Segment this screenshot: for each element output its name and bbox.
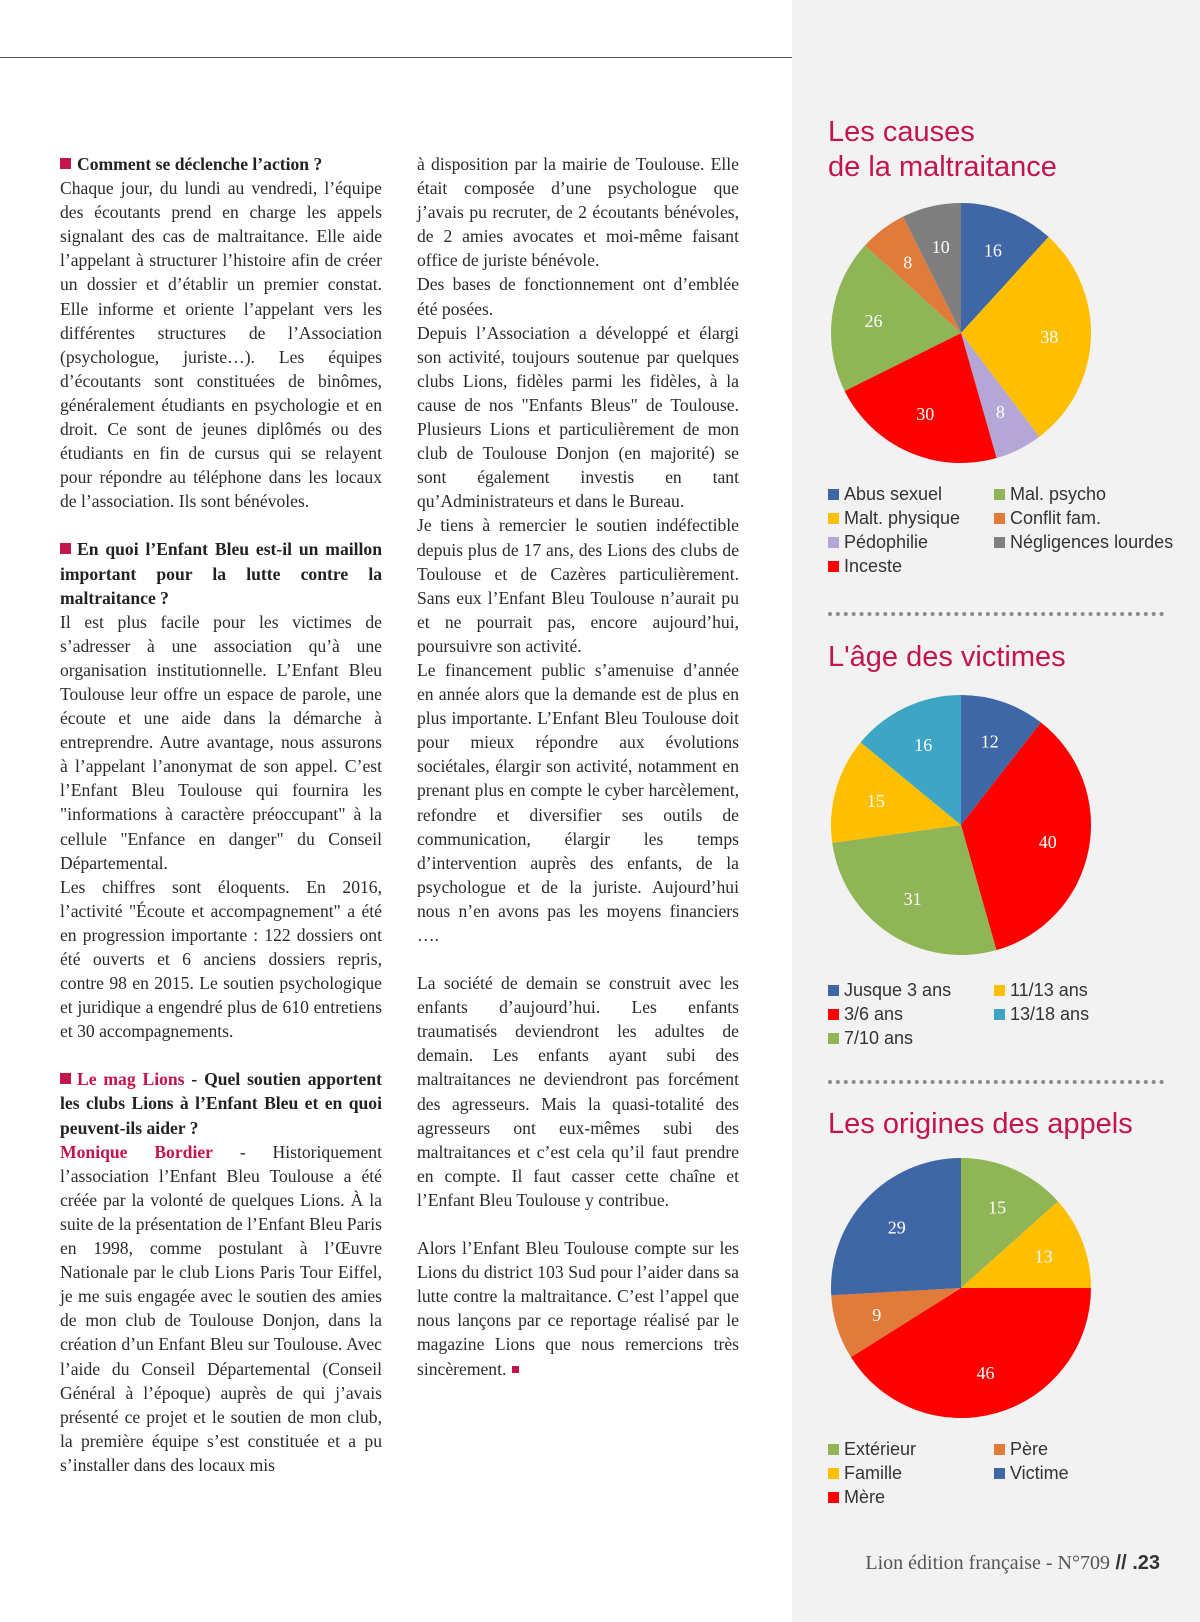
pie-chart-age (828, 692, 1094, 958)
legend-label: 3/6 ans (844, 1004, 904, 1024)
dotted-divider (828, 612, 1164, 616)
legend-item-7-10-ans (828, 1026, 913, 1050)
bullet-square-icon (60, 158, 71, 169)
legend-item-pedophilie (828, 530, 928, 554)
legend-swatch (828, 1009, 839, 1020)
legend-label: Mère (844, 1487, 886, 1507)
data-label-victime: 29 (887, 1217, 906, 1238)
data-label-pedophilie: 8 (995, 402, 1005, 423)
data-label-13-18-ans: 16 (914, 735, 933, 756)
legend-item-abus-sexuel (828, 482, 942, 506)
dotted-divider (828, 1080, 1164, 1084)
legend-label: Victime (1010, 1463, 1069, 1483)
paragraph: Des bases de fonctionnement ont d’emblée été posées. (417, 274, 739, 319)
legend-label: Abus sexuel (844, 484, 943, 504)
legend-item-negligences-lourdes (994, 530, 1173, 554)
bullet-square-icon (60, 1073, 71, 1084)
data-label-3-6-ans: 40 (1038, 831, 1057, 852)
data-label-mal-psycho: 26 (864, 310, 883, 331)
legend-item-mal-psycho (994, 482, 1106, 506)
legend-swatch (994, 489, 1005, 500)
legend-swatch (994, 1444, 1005, 1455)
legend-label: Négligences lourdes (1010, 532, 1174, 552)
legend-swatch (994, 1468, 1005, 1479)
legend-item-mere (828, 1485, 885, 1509)
chart-title-causes: Les causes de la maltraitance (828, 116, 1057, 183)
legend-label: Inceste (844, 556, 903, 576)
question-1: Comment se déclenche l’action ? (60, 152, 382, 176)
legend-swatch (828, 561, 839, 572)
header-rule (0, 57, 792, 58)
pie-chart-origins (828, 1155, 1094, 1421)
legend-swatch (994, 537, 1005, 548)
legend-label: Famille (844, 1463, 903, 1483)
paragraph: La société de demain se construit avec les enfants d’aujourd’hui. Les enfants traumatisés deviendront les adultes de demain. Les enfants ayant subi des maltraitances ne deviendront pas forcément des agresseurs. Mais la quasi-totalité des agresseurs ont eux-mêmes subi des maltraitances et c’est cela qu’il faut prendre en compte. Il faut casser cette chaîne et l’Enfant Bleu Toulouse y contribue. (417, 973, 739, 1210)
data-label-inceste: 30 (916, 403, 935, 424)
paragraph: Le financement public s’amenuise d’année en année alors que la demande est de plus en plus importante. L’Enfant Bleu Toulouse doit pour mieux répondre aux évolutions sociétales, élargir son activité, notamment en prenant plus en compte le cyber harcèlement, refondre et diversifier ses outils de communication, élargir les temps d’intervention auprès des enfants, de la psychologue et de la juriste. Aujourd’hui nous n’en avons pas les moyens financiers …. (417, 659, 739, 945)
data-label-11-13-ans: 15 (866, 790, 885, 811)
paragraph: Monique Bordier - Historiquement l’association l’Enfant Bleu Toulouse a été créée par la volonté de quelques Lions. À la suite de la présentation de l’Enfant Bleu Paris en 1998, comme postulant à l’Œuvre Nationale par le club Lions Paris Tour Eiffel, je me suis engagée avec le soutien des amies de mon club de Toulouse Donjon, dans la création d’un Enfant Bleu sur Toulouse. Avec l’aide du Conseil Départemental (Conseil Général à l’époque) auprès de qui j’avais présenté ce projet et le soutien de mon club, la première équipe s’est constituée et a pu s’installer dans des locaux mis (60, 1141, 382, 1475)
legend-label: 13/18 ans (1010, 1004, 1090, 1024)
legend-swatch (828, 1444, 839, 1455)
legend-item-13-18-ans (994, 1002, 1089, 1026)
legend-label: Pédophilie (844, 532, 929, 552)
paragraph: à disposition par la mairie de Toulouse. Elle était composée d’une psychologue que j’avais pu recruter, de 2 écoutants bénévoles, de 2 amies avocates et moi-même faisant office de juriste bénévole. (417, 154, 739, 271)
data-label-mere: 46 (976, 1362, 995, 1383)
data-label-jusque-3-ans: 12 (980, 731, 999, 752)
legend-swatch (994, 513, 1005, 524)
paragraph: Chaque jour, du lundi au vendredi, l’équipe des écoutants prend en charge les appels signalant des cas de maltraitance. Elle aide l’appelant à structurer l’histoire afin de créer un dossier et d’établir un premier constat. Elle informe et oriente l’appelant vers les différentes structures de l’Association (psychologue, juriste…). Les équipes d’écoutants sont constituées de binômes, généralement étudiants en psychologie et en droit. Ce sont de jeunes diplômés ou des étudiants en fin de cursus qui se relayent pour répondre au téléphone dans les locaux de l’association. Ils sont bénévoles. (60, 178, 382, 512)
legend-item-11-13-ans (994, 978, 1088, 1002)
legend-item-malt-physique (828, 506, 960, 530)
legend-label: 11/13 ans (1010, 980, 1088, 1000)
paragraph: Les chiffres sont éloquents. En 2016, l’activité "Écoute et accompagnement" a été en progression importante : 122 dossiers ont été ouverts et 6 anciens dossiers repris, contre 98 en 2015. Le soutien psychologique et juridique a engendré plus de 610 entretiens et 30 accompagnements. (60, 876, 382, 1042)
legend-label: 7/10 ans (844, 1028, 914, 1048)
legend-label: Père (1010, 1439, 1049, 1459)
legend-item-exterieur (828, 1437, 916, 1461)
legend-label: Extérieur (844, 1439, 917, 1459)
pie-chart-causes (828, 200, 1094, 466)
article-column-2 (417, 152, 739, 1381)
article-column-1 (60, 152, 382, 1477)
legend-swatch (828, 1033, 839, 1044)
page-number: .23 (1132, 1552, 1160, 1574)
page-footer: Lion édition française - N°709 // .23 (865, 1552, 1160, 1574)
legend-swatch (828, 537, 839, 548)
legend-item-3-6-ans (828, 1002, 903, 1026)
legend-item-jusque-3-ans (828, 978, 951, 1002)
question-2: En quoi l’Enfant Bleu est-il un maillon important pour la lutte contre la maltraitance ? (60, 539, 382, 608)
legend-swatch (828, 513, 839, 524)
paragraph: Depuis l’Association a développé et élargi son activité, toujours soutenue par quelques clubs Lions, fidèles parmi les fidèles, à la cause de nos "Enfants Bleus" de Toulouse. Plusieurs Lions et particulièrement de mon club de Toulouse Donjon (en majorité) se sont également investis en tant qu’Administrateurs et dans le Bureau. (417, 322, 739, 512)
question-3: Le mag Lions - Quel soutien apportent les clubs Lions à l’Enfant Bleu et en quoi peuvent-ils aider ? (60, 1069, 382, 1138)
legend-swatch (828, 1492, 839, 1503)
legend-swatch (994, 985, 1005, 996)
legend-label: Conflit fam. (1010, 508, 1102, 528)
paragraph: Je tiens à remercier le soutien indéfectible depuis plus de 17 ans, des Lions des clubs de Toulouse et de Cazères particulièrement. Sans eux l’Enfant Bleu Toulouse n’aurait pu et ne pourrait pas, encore aujourd’hui, poursuivre son activité. (417, 515, 739, 656)
paragraph: Alors l’Enfant Bleu Toulouse compte sur les Lions du district 103 Sud pour l’aider dans sa lutte contre la maltraitance. C’est l’appel que nous lançons par ce reportage réalisé par le magazine Lions que nous remercions très sincèrement. (417, 1238, 739, 1379)
legend-label: Jusque 3 ans (844, 980, 952, 1000)
speaker-name: Monique Bordier (60, 1141, 213, 1162)
legend-item-pere (994, 1437, 1048, 1461)
data-label-pere: 9 (872, 1304, 882, 1325)
data-label-7-10-ans: 31 (903, 889, 922, 910)
legend-label: Malt. physique (844, 508, 961, 528)
chart-title-age: L'âge des victimes (828, 641, 1066, 673)
legend-item-victime (994, 1461, 1069, 1485)
legend-swatch (994, 1009, 1005, 1020)
end-mark-icon (512, 1366, 519, 1373)
legend-label: Mal. psycho (1010, 484, 1107, 504)
legend-item-famille (828, 1461, 902, 1485)
paragraph: Il est plus facile pour les victimes de s’adresser à une association qu’à une organisation institutionnelle. L’Enfant Bleu Toulouse leur offre un espace de parole, une écoute et une aide dans la démarche à entreprendre. Autre avantage, nous assurons à l’appelant l’anonymat de son appel. C’est l’Enfant Bleu Toulouse qui fournira les "informations à caractère préoccupant" à la cellule "Enfance en danger" du Conseil Départemental. (60, 611, 382, 873)
legend-age (828, 978, 1188, 1050)
data-label-malt-physique: 38 (1040, 327, 1059, 348)
data-label-conflit-fam: 8 (903, 252, 913, 273)
legend-item-inceste (828, 554, 902, 578)
data-label-abus-sexuel: 16 (983, 240, 1002, 261)
bullet-square-icon (60, 543, 71, 554)
legend-swatch (828, 489, 839, 500)
legend-item-conflit-fam (994, 506, 1101, 530)
data-label-negligences-lourdes: 10 (931, 236, 950, 257)
legend-causes (828, 482, 1188, 578)
legend-swatch (828, 1468, 839, 1479)
chart-title-origins: Les origines des appels (828, 1108, 1133, 1140)
legend-swatch (828, 985, 839, 996)
data-label-famille: 13 (1034, 1246, 1053, 1267)
legend-origins (828, 1437, 1188, 1509)
data-label-exterieur: 15 (988, 1197, 1007, 1218)
